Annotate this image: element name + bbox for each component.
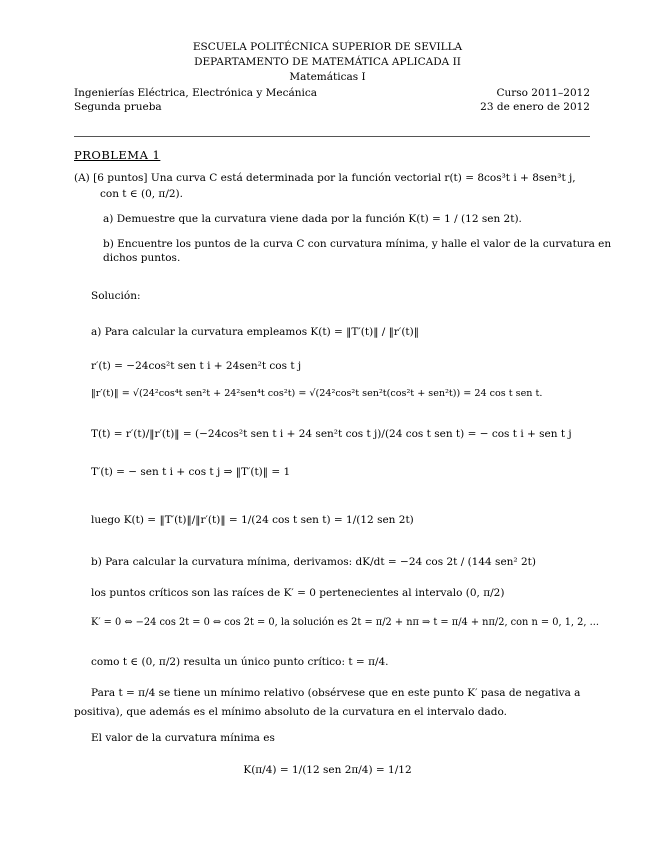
- statement-line-1: Una curva C está determinada por la función vectorial r(t) = 8cos³t i + 8sen³t j,: [150, 172, 576, 184]
- solution-step-7: b) Para calcular la curvatura mínima, derivamos: dK/dt = −24 cos 2t / (144 sen² 2t): [91, 556, 536, 568]
- item-b-line-2: dichos puntos.: [103, 252, 181, 264]
- solution-step-6: luego K(t) = ‖T′(t)‖/‖r′(t)‖ = 1/(24 cos t sen t) = 1/(12 sen 2t): [91, 514, 414, 526]
- solution-step-3: ‖r′(t)‖ = √(24²cos⁴t sen²t + 24²sen⁴t cos²t) = √(24²cos²t sen²t(cos²t + sen²t)) = 24 cos t sen t.: [91, 388, 543, 399]
- solution-step-4: T(t) = r′(t)/‖r′(t)‖ = (−24cos²t sen t i + 24 sen²t cos t j)/(24 cos t sen t) = − cos t i + sen t j: [91, 428, 572, 440]
- course: Curso 2011–2012: [496, 87, 590, 99]
- part-label: (A): [74, 172, 90, 184]
- solution-step-9: K′ = 0 ⇔ −24 cos 2t = 0 ⇔ cos 2t = 0, la solución es 2t = π/2 + nπ ⇒ t = π/4 + nπ/2, con n = 0, 1, 2, ...: [91, 617, 599, 628]
- exam-name: Segunda prueba: [74, 101, 162, 113]
- solution-step-1: a) Para calcular la curvatura empleamos K(t) = ‖T′(t)‖ / ‖r′(t)‖: [91, 326, 419, 338]
- solution-step-11-line-2: positiva), que además es el mínimo absoluto de la curvatura en el intervalo dado.: [74, 706, 507, 718]
- department-name: DEPARTAMENTO DE MATEMÁTICA APLICADA II: [194, 56, 461, 68]
- exam-date: 23 de enero de 2012: [480, 101, 590, 113]
- item-a: a) Demuestre que la curvatura viene dada por la función K(t) = 1 / (12 sen 2t).: [103, 213, 522, 225]
- solution-step-5: T′(t) = − sen t i + cos t j ⇒ ‖T′(t)‖ = 1: [91, 466, 291, 478]
- school-name: ESCUELA POLITÉCNICA SUPERIOR DE SEVILLA: [192, 41, 463, 53]
- problem-title: PROBLEMA 1: [74, 148, 161, 162]
- solution-step-11-line-1: Para t = π/4 se tiene un mínimo relativo (obsérvese que en este punto K′ pasa de negativa a: [91, 687, 581, 699]
- item-b-line-1: b) Encuentre los puntos de la curva C con curvatura mínima, y halle el valor de la curvatura en: [103, 238, 612, 250]
- header-divider: [74, 136, 590, 137]
- solution-step-10: como t ∈ (0, π/2) resulta un único punto crítico: t = π/4.: [91, 656, 389, 668]
- statement-line-2: con t ∈ (0, π/2).: [100, 188, 183, 200]
- solution-step-8: los puntos críticos son las raíces de K′ = 0 pertenecientes al intervalo (0, π/2): [91, 587, 505, 599]
- subject-name: Matemáticas I: [289, 71, 366, 83]
- solution-heading: Solución:: [91, 290, 141, 302]
- solution-step-12: El valor de la curvatura mínima es: [91, 732, 275, 744]
- points: [6 puntos]: [93, 172, 148, 184]
- problem-statement: [74, 172, 576, 184]
- solution-result: K(π/4) = 1/(12 sen 2π/4) = 1/12: [243, 764, 412, 776]
- solution-step-2: r′(t) = −24cos²t sen t i + 24sen²t cos t j: [91, 360, 302, 372]
- degrees: Ingenierías Eléctrica, Electrónica y Mecánica: [74, 87, 317, 99]
